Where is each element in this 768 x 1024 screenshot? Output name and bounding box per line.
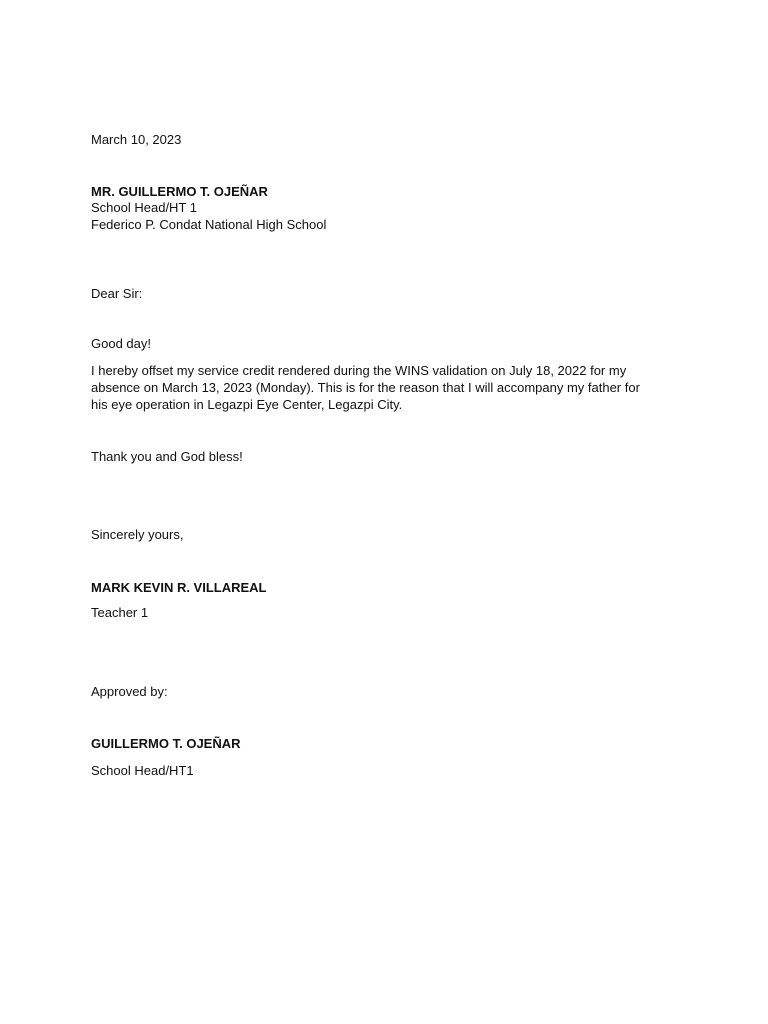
recipient-position: School Head/HT 1 [91,200,197,215]
greeting: Good day! [91,336,151,351]
recipient-name: MR. GUILLERMO T. OJEÑAR [91,184,268,199]
salutation: Dear Sir: [91,286,143,301]
letter-date: March 10, 2023 [91,132,182,147]
approver-position: School Head/HT1 [91,763,194,778]
body-line-2: absence on March 13, 2023 (Monday). This is for the reason that I will accompany my father for [91,380,640,395]
thanks-line: Thank you and God bless! [91,449,243,464]
sender-name: MARK KEVIN R. VILLAREAL [91,580,267,595]
recipient-school: Federico P. Condat National High School [91,217,327,232]
approver-name: GUILLERMO T. OJEÑAR [91,736,241,751]
sender-position: Teacher 1 [91,605,149,620]
closing: Sincerely yours, [91,527,184,542]
body-line-1: I hereby offset my service credit rendered during the WINS validation on July 18, 2022 for my [91,363,627,378]
body-line-3: his eye operation in Legazpi Eye Center, Legazpi City. [91,397,403,412]
approval-label: Approved by: [91,684,168,699]
